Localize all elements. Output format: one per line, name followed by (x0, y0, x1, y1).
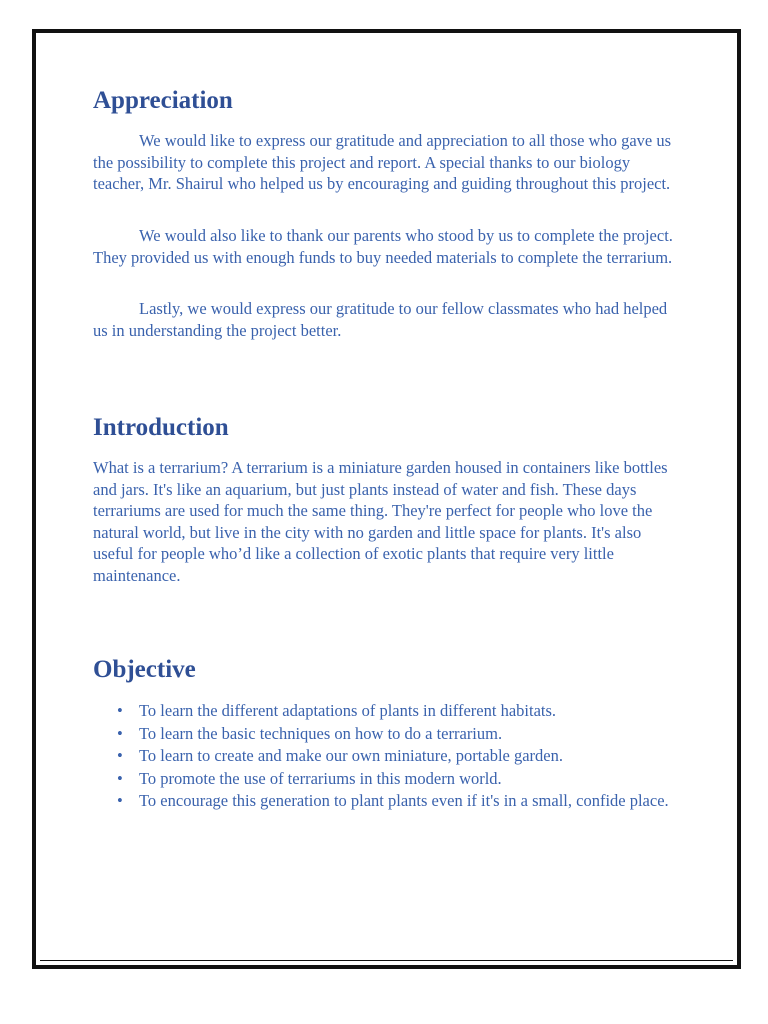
bullet-icon: • (117, 791, 123, 810)
list-item (93, 790, 683, 813)
objective-item-text: To learn the different adaptations of plants in different habitats. (139, 701, 557, 720)
bullet-icon: • (117, 768, 123, 788)
objective-item-text: To promote the use of terrariums in this modern world. (139, 768, 502, 788)
appreciation-paragraph-1: We would like to express our gratitude and appreciation to all those who gave us the possibility to complete this project and report. A special thanks to our biology teacher, Mr. Shairul who helped us by encouraging and guiding throughout this project. (93, 131, 672, 193)
appreciation-paragraph-2: We would also like to thank our parents who stood by us to complete the project. They provided us with enough funds to buy needed materials to complete the terrarium. (93, 226, 673, 267)
list-item (93, 723, 683, 746)
introduction-heading: Introduction (93, 414, 229, 441)
objective-item-text: To learn the basic techniques on how to do a terrarium. (139, 723, 503, 743)
bullet-icon: • (117, 723, 123, 743)
objective-item-text: To learn to create and make our own miniature, portable garden. (139, 746, 564, 765)
introduction-paragraph: What is a terrarium? A terrarium is a miniature garden housed in containers like bottles and jars. It's like an aquarium, but just plants instead of water and fish. These days terrariums are used for much the same thing. They're perfect for people who love the natural world, but live in the city with no garden and little space for plants. It's also useful for people who’d like a collection of exotic plants that require very little maintenance. (93, 458, 668, 585)
objective-item-text: To encourage this generation to plant plants even if it's in a small, confide place. (139, 791, 669, 810)
list-item (93, 745, 683, 768)
objective-heading: Objective (93, 656, 196, 683)
appreciation-heading: Appreciation (93, 87, 233, 114)
objective-list (93, 700, 683, 813)
list-item (93, 768, 683, 791)
appreciation-paragraph-3: Lastly, we would express our gratitude to our fellow classmates who had helped us in understanding the project better. (93, 299, 668, 340)
list-item (93, 700, 683, 723)
page-bottom-rule (32, 968, 741, 969)
bullet-icon: • (117, 746, 123, 765)
bullet-icon: • (117, 701, 123, 720)
